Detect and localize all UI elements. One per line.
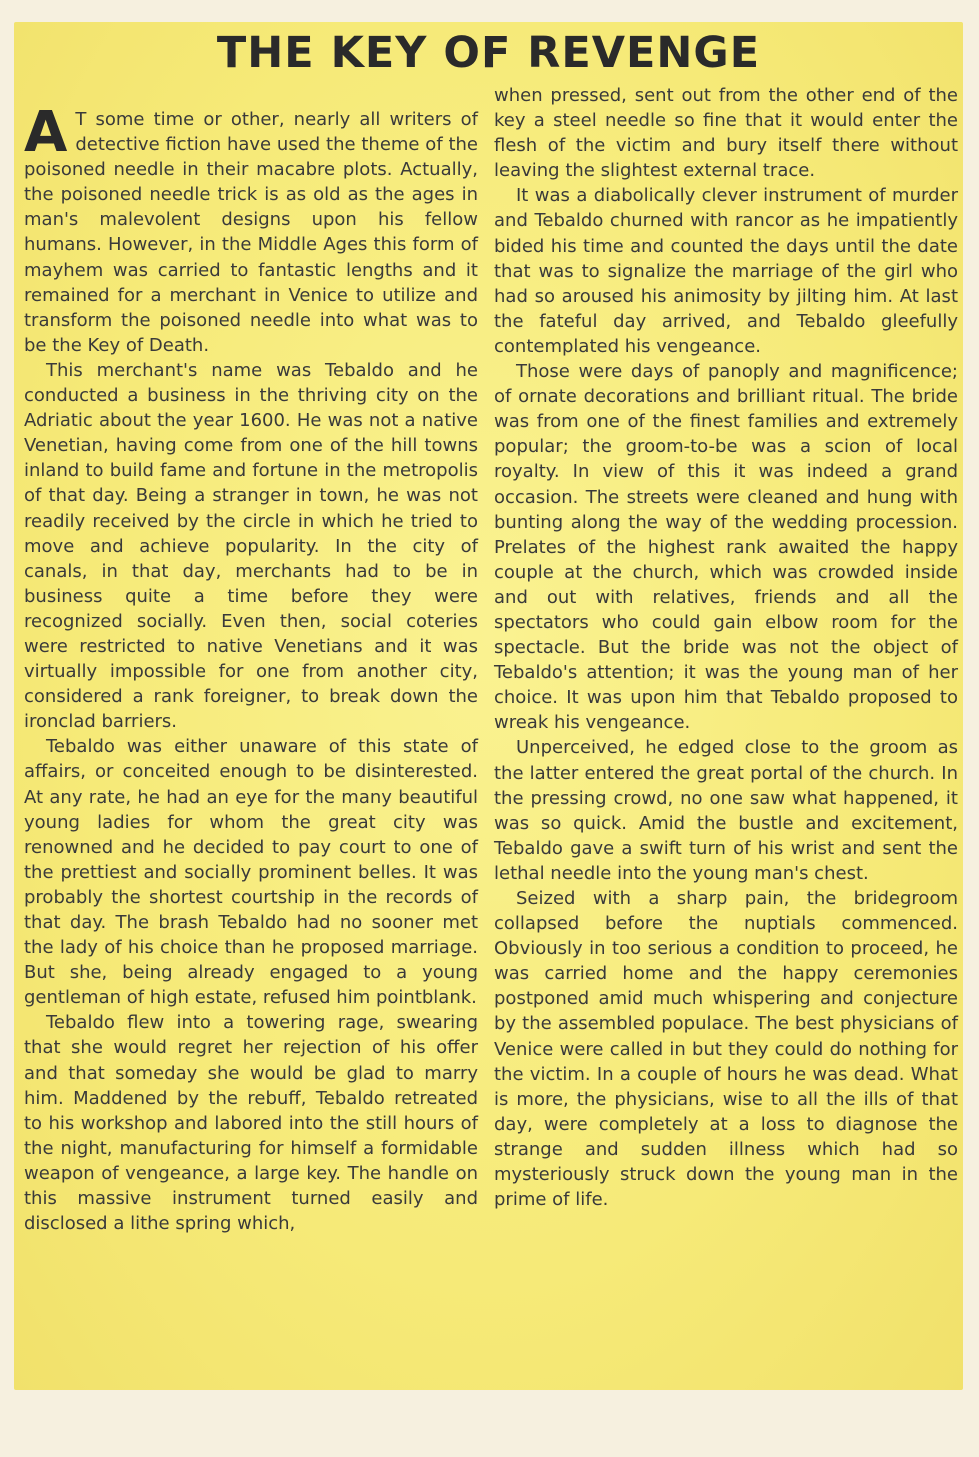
article-page [14,22,963,1390]
paragraph: Unperceived, he edged close to the groom as the latter entered the great portal of the church. In the pressing crowd, no one saw what happened, it was so quick. Amid the bustle and excitement, Tebaldo gave a swift turn of his wrist and sent the lethal needle into the young man's chest. [494,737,958,884]
paragraph: Tebaldo was either unaware of this state of affairs, or conceited enough to be disinterested. At any rate, he had an eye for the many beautiful young ladies for whom the great city was renowned and he decided to pay court to one of the prettiest and socially prominent belles. It was probably the shortest courtship in the records of that day. The brash Tebaldo had no sooner met the lady of his choice than he proposed marriage. But she, being already engaged to a young gentleman of high estate, refused him pointblank. [24,736,478,1009]
paragraph: This merchant's name was Tebaldo and he conducted a business in the thriving city on the Adriatic about the year 1600. He was not a native Venetian, having come from one of the hill towns inland to build fame and fortune in the metropolis of that day. Being a stranger in town, he was not readily received by the circle in which he tried to move and achieve popularity. In the city of canals, in that day, merchants had to be in business quite a time before they were recognized socially. Even then, social coteries were restricted to native Venetians and it was virtually impossible for one from another city, considered a rank foreigner, to break down the ironclad barriers. [24,359,478,733]
left-column [24,100,478,1236]
drop-cap: A [24,100,68,165]
article-title: THE KEY OF REVENGE [216,28,761,78]
right-column [494,83,958,1212]
paragraph: Tebaldo flew into a towering rage, swearing that she would regret her rejection of his offer and that someday she would be glad to marry him. Maddened by the rebuff, Tebaldo retreated to his workshop and labored into the still hours of the night, manufacturing for himself a formidable weapon of vengeance, a large key. The handle on this massive instrument turned easily and disclosed a lithe spring which, [24,1012,478,1235]
paragraph: Those were days of panoply and magnificence; of ornate decorations and brilliant ritual. The bride was from one of the finest families and extremely popular; the groom-to-be was a scion of local royalty. In view of this it was indeed a grand occasion. The streets were cleaned and hung with bunting along the way of the wedding procession. Prelates of the highest rank awaited the happy couple at the church, which was crowded inside and out with relatives, friends and all the spectators who could gain elbow room for the spectacle. But the bride was not the object of Tebaldo's attention; it was the young man of her choice. It was upon him that Tebaldo proposed to wreak his vengeance. [494,361,958,734]
paragraph: It was a diabolically clever instrument of murder and Tebaldo churned with rancor as he impatiently bided his time and counted the days until the date that was to signalize the marriage of the girl who had so aroused his animosity by jilting him. At last the fateful day arrived, and Tebaldo gleefully contemplated his vengeance. [494,185,958,357]
paragraph: when pressed, sent out from the other end of the key a steel needle so fine that it would enter the flesh of the victim and bury itself there without leaving the slightest external trace. [494,85,958,182]
paragraph-text: T some time or other, nearly all writers of detective fiction have used the theme of the poisoned needle in their macabre plots. Actually, the poisoned needle trick is as old as the ages in man's malevolent designs upon his fellow humans. However, in the Middle Ages this form of mayhem was carried to fantastic lengths and it remained for a merchant in Venice to utilize and transform the poisoned needle into what was to be the Key of Death. [24,109,478,356]
paragraph: Seized with a sharp pain, the bridegroom collapsed before the nuptials commenced. Obviously in too serious a condition to proceed, he was carried home and the happy ceremonies postponed amid much whispering and conjecture by the assembled populace. The best physicians of Venice were called in but they could do nothing for the victim. In a couple of hours he was dead. What is more, the physicians, wise to all the ills of that day, were completely at a loss to diagnose the strange and sudden illness which had so mysteriously struck down the young man in the prime of life. [494,888,958,1211]
paragraph [24,100,478,358]
